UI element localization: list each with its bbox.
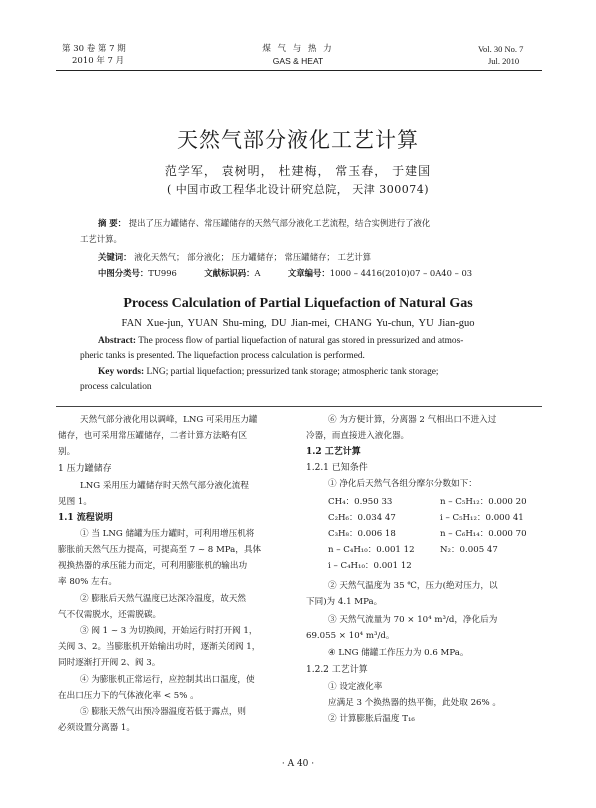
composition-i-c5h12: i – C₅H₁₂：0.000 41 (440, 513, 524, 523)
clc-value: TU996 (148, 268, 177, 278)
abstract-rule (56, 406, 542, 407)
header-journal-en: GAS & HEAT (272, 56, 324, 66)
item2-line2: 气不仅需脱水，还需脱碳。 (58, 610, 162, 620)
condition4: ④ LNG 储罐工作压力为 0.6 MPa。 (328, 648, 469, 658)
item1-line2: 膨胀前天然气压力提高，可提高至 7 ~ 8 MPa，具体 (58, 545, 262, 555)
abstract-cn-label: 摘 要： (98, 218, 127, 228)
paper-title: 天然气部分液化工艺计算 (177, 128, 419, 152)
condition1: ① 净化后天然气各组分摩尔分数如下： (328, 479, 477, 489)
composition-ch4: CH₄：0.950 33 (328, 497, 393, 507)
header-rule (56, 70, 542, 71)
item6-line2: 冷器，而直接进入液化器。 (306, 431, 410, 441)
composition-n2: N₂：0.005 47 (440, 545, 498, 555)
abstract-en (98, 334, 463, 348)
abstract-cn (98, 216, 430, 230)
item6-line1: ⑥ 为方便计算，分离器 2 气相出口不进入过 (328, 415, 497, 425)
english-title: Process Calculation of Partial Liquefaction of Natural Gas (123, 296, 473, 311)
item3-line3: 同时逐渐打开阀 2、阀 3。 (58, 658, 161, 668)
english-authors: FAN Xue-jun, YUAN Shu-ming, DU Jian-mei, CHANG Yu-chun, YU Jian-guo (121, 318, 475, 329)
section-1-2-1-heading: 1.2.1 已知条件 (306, 463, 368, 473)
doc-code-label: 文献标识码： (204, 268, 255, 278)
keywords-cn (98, 250, 371, 264)
header-volume-en: Vol. 30 No. 7 (478, 44, 524, 54)
composition-c2h6: C₂H₆：0.034 47 (328, 513, 396, 523)
abstract-cn-line1: 提出了压力罐储存、常压罐储存的天然气部分液化工艺流程，结合实例进行了液化 (128, 218, 431, 228)
composition-n-c4h10: n – C₄H₁₀：0.001 12 (328, 545, 415, 555)
item1-line1: ① 当 LNG 储罐为压力罐时，可利用增压机将 (80, 529, 255, 539)
sec1-line2: 见图 1。 (58, 497, 92, 507)
section-1-2-heading: 1.2 工艺计算 (306, 447, 361, 457)
section-1-2-2-heading: 1.2.2 工艺计算 (306, 665, 368, 675)
doc-code-value: A (254, 268, 261, 278)
abstract-en-line2: pheric tanks is presented. The liquefaction process calculation is performed. (80, 351, 365, 361)
keywords-en-line2: process calculation (80, 382, 152, 392)
condition2-line1: ② 天然气温度为 35 ℃，压力(绝对压力，以 (328, 581, 498, 591)
abstract-en-line1: The process flow of partial liquefaction of natural gas stored in pressurized and atmos- (138, 336, 464, 346)
condition3-line1: ③ 天然气流量为 70 × 10⁴ m³/d，净化后为 (328, 615, 498, 625)
keywords-en-label: Key words: (98, 367, 145, 377)
keywords-cn-label: 关键词： (98, 252, 132, 262)
condition2-line2: 下同)为 4.1 MPa。 (306, 597, 383, 607)
classification-line (98, 266, 472, 280)
keywords-en-line1: LNG; partial liquefaction; pressurized tank storage; atmospheric tank storage; (146, 367, 439, 377)
section-1-heading: 1 压力罐储存 (58, 464, 112, 474)
item5-line1: ⑤ 膨胀天然气出预冷器温度若低于露点，则 (80, 707, 247, 717)
header-volume-cn: 第 30 卷 第 7 期 (62, 44, 126, 54)
item2-line1: ② 膨胀后天然气温度已达深冷温度，故天然 (80, 594, 247, 604)
header-journal-cn: 煤 气 与 热 力 (262, 44, 334, 54)
composition-i-c4h10: i – C₄H₁₀：0.001 12 (328, 561, 412, 571)
page-number: · A 40 · (281, 759, 315, 769)
article-no-label: 文章编号： (287, 268, 330, 278)
item4-line1: ④ 为膨胀机正常运行，应控制其出口温度，使 (80, 675, 255, 685)
abstract-en-label: Abstract: (98, 336, 137, 346)
item4-line2: 在出口压力下的气体液化率 < 5% 。 (58, 691, 199, 701)
authors: 范学军， 袁树明， 杜建梅， 常玉春， 于建国 (164, 164, 432, 178)
section-1-1-heading: 1.1 流程说明 (58, 513, 113, 523)
item3-line2: 关阀 3、2。当膨胀机开始输出功时，逐渐关闭阀 1， (58, 642, 261, 652)
article-no-value: 1000 – 4416(2010)07 – 0A40 – 03 (329, 268, 473, 278)
sec1-line1: LNG 采用压力罐储存时天然气部分液化流程 (80, 481, 249, 491)
calc-step1: ① 设定液化率 (328, 682, 383, 692)
header-date-cn: 2010 年 7 月 (72, 56, 125, 66)
header-date-en: Jul. 2010 (488, 56, 520, 66)
keywords-cn-text: 液化天然气； 部分液化； 压力罐储存； 常压罐储存； 工艺计算 (134, 252, 371, 262)
clc-label: 中图分类号： (98, 268, 149, 278)
condition3-line2: 69.055 × 10⁴ m³/d。 (306, 631, 395, 641)
keywords-en (98, 365, 439, 379)
item5-line2: 必须设置分离器 1。 (58, 723, 135, 733)
composition-n-c5h12: n – C₅H₁₂：0.000 20 (440, 497, 527, 507)
calc-step2: ② 计算膨胀后温度 T₁₆ (328, 714, 415, 724)
intro-line1: 天然气部分液化用以调峰，LNG 可采用压力罐 (80, 415, 258, 425)
abstract-cn-line2: 工艺计算。 (80, 234, 122, 244)
intro-line2: 储存，也可采用常压罐储存，二者计算方法略有区 (58, 431, 248, 441)
intro-line3: 别。 (58, 447, 76, 457)
calc-step1-text: 应满足 3 个换热器的热平衡，此处取 26% 。 (328, 698, 501, 708)
item1-line4: 率 80% 左右。 (58, 577, 117, 587)
item1-line3: 视换热器的承压能力而定，可利用膨胀机的输出功 (58, 561, 248, 571)
composition-c3h8: C₃H₈：0.006 18 (328, 529, 396, 539)
affiliation: ( 中国市政工程华北设计研究总院， 天津 300074) (166, 183, 430, 196)
item3-line1: ③ 阀 1 ~ 3 为切换阀，开始运行时打开阀 1， (80, 626, 258, 636)
composition-n-c6h14: n – C₆H₁₄：0.000 70 (440, 529, 527, 539)
